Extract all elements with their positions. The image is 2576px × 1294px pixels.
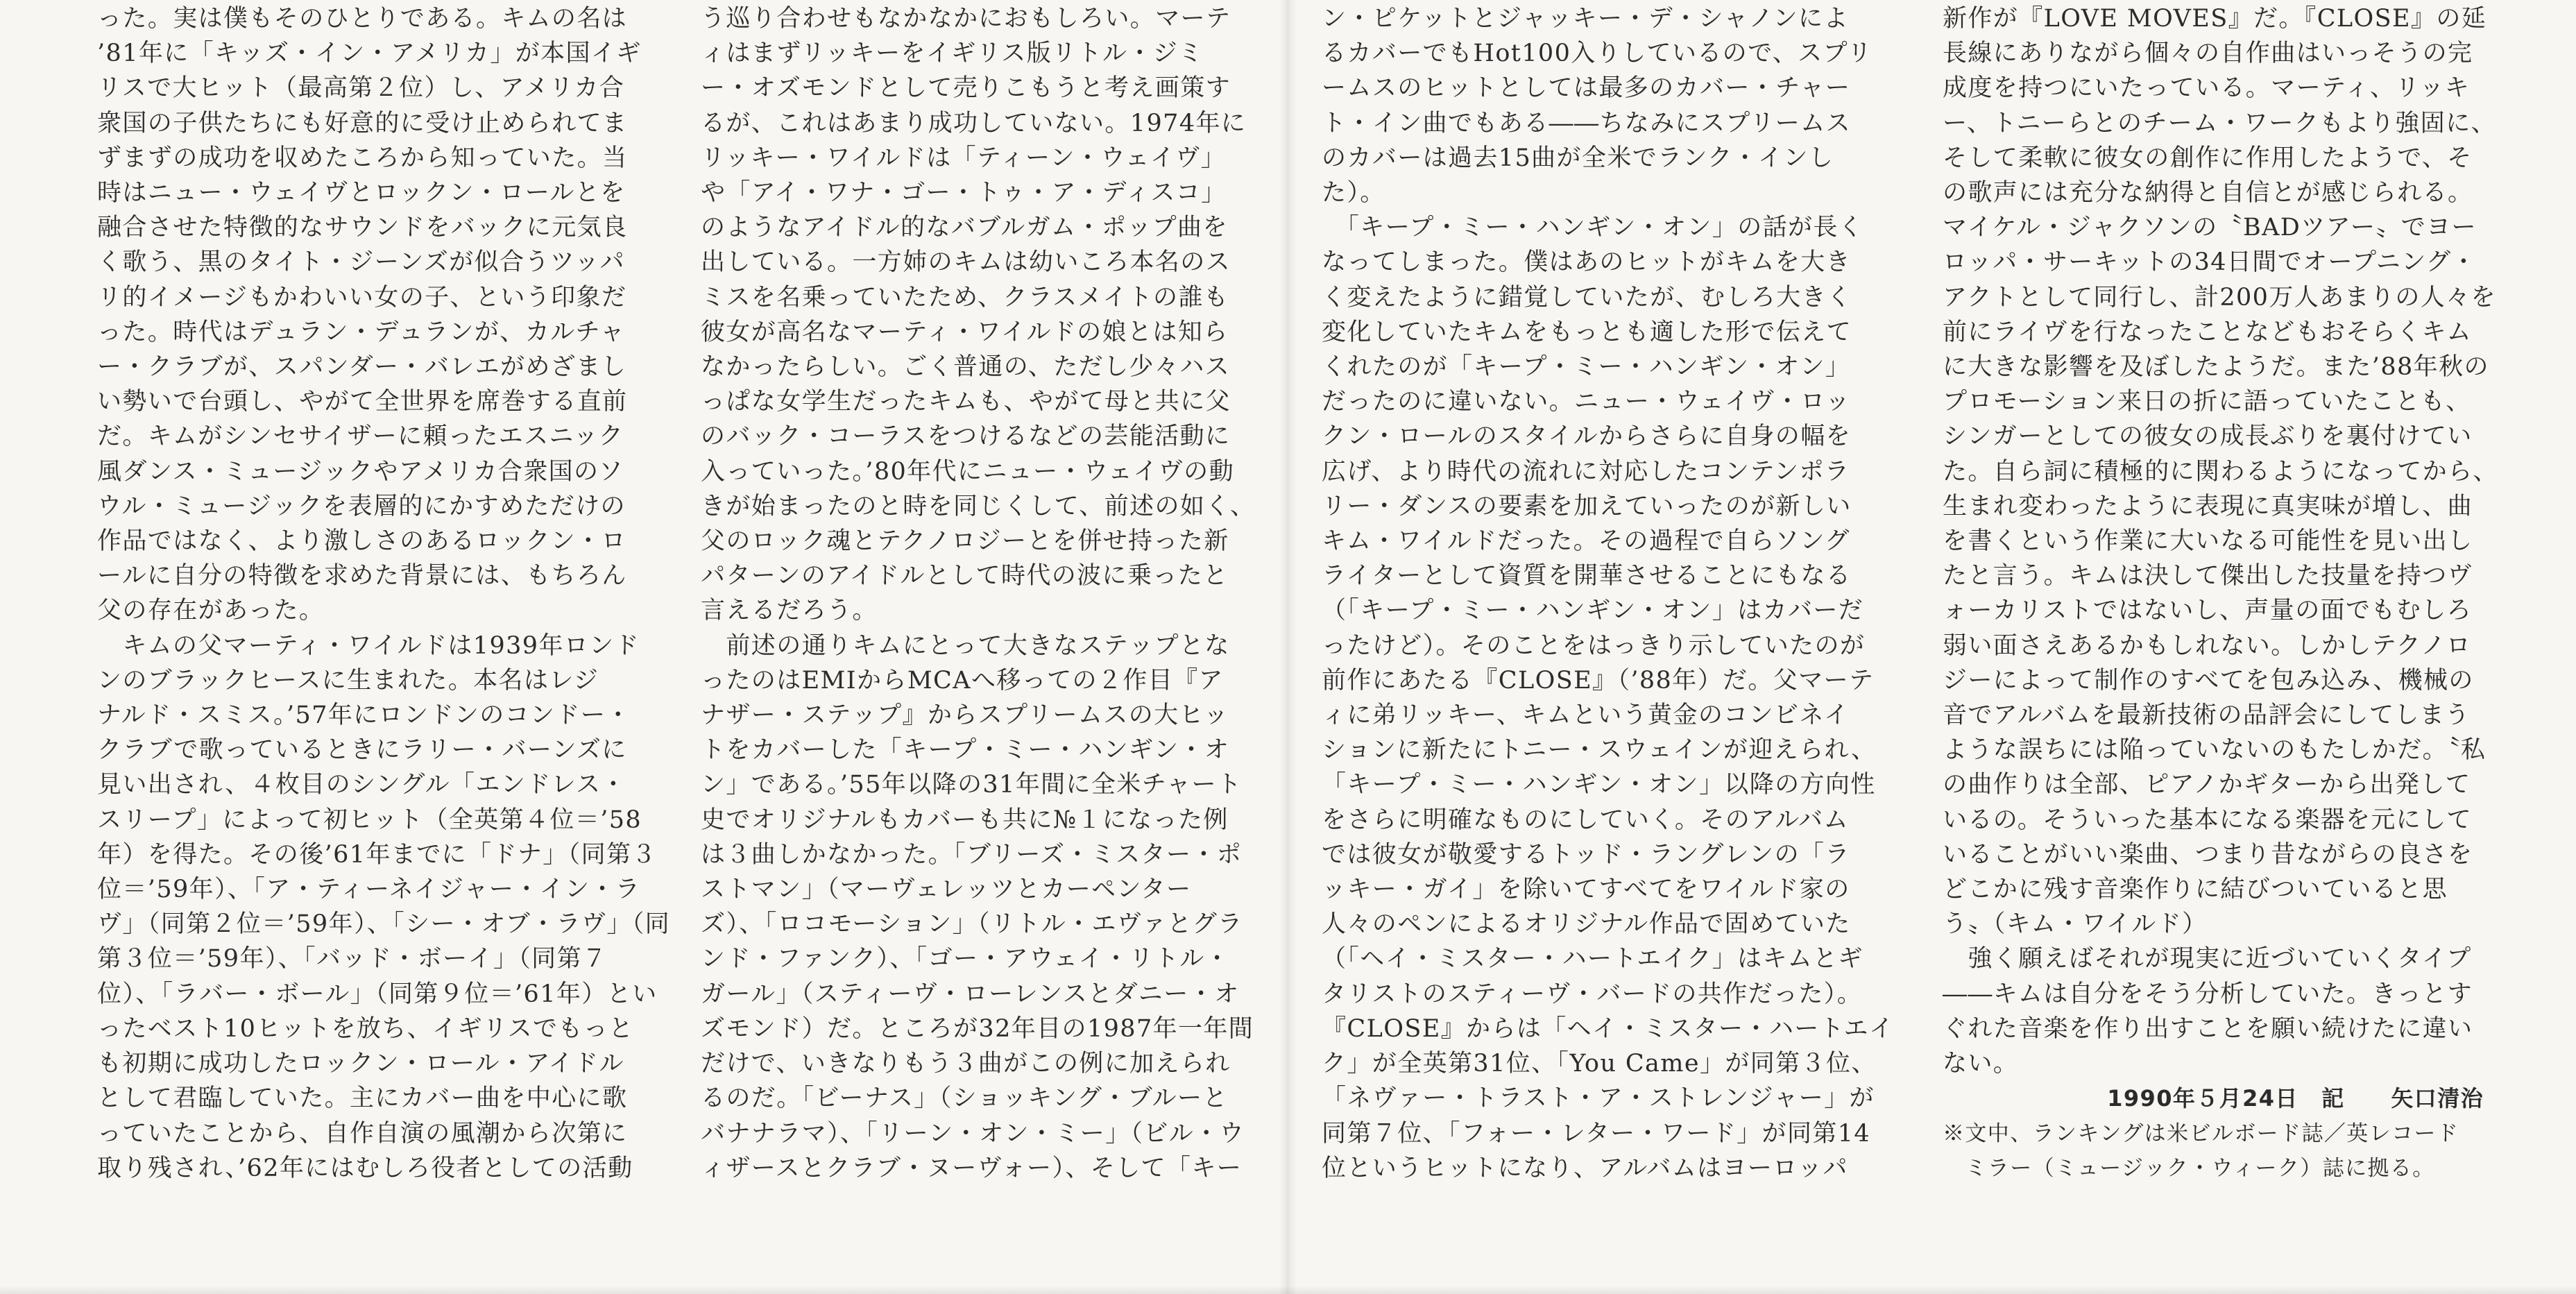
text-line: だったのに違いない。ニュー・ウェイヴ・ロッ: [1322, 388, 1851, 416]
text-line: 出している。一方姉のキムは幼いころ本名のス: [701, 248, 1231, 277]
text-line: 見い出され、４枚目のシングル「エンドレス・: [97, 771, 626, 799]
text-line: い勢いで台頭し、やがて全世界を席巻する直前: [97, 388, 628, 416]
page-bottom-edge: [0, 1286, 2576, 1294]
text-line: 父のロック魂とテクノロジーとを併せ持った新: [701, 527, 1229, 556]
text-line: 融合させた特徴的なサウンドをバックに元気良: [97, 214, 628, 242]
text-line: 新作が『LOVE MOVES』だ。『CLOSE』の延: [1943, 5, 2487, 33]
text-line: リッキー・ワイルドは「ティーン・ウェイヴ」: [701, 144, 1227, 172]
text-line: ォーカリストではないし、声量の面でもむしろ: [1943, 597, 2473, 625]
text-line: ン」である。’55年以降の31年間に全米チャート: [701, 771, 1243, 799]
page-gutter: [1279, 0, 1297, 1294]
text-line: 作品ではなく、より激しさのあるロックン・ロ: [97, 527, 627, 556]
text-line: ストマン」（マーヴェレッツとカーペンター: [701, 876, 1192, 904]
text-line: 第３位＝’59年）、「バッド・ボーイ」（同第７: [97, 945, 608, 973]
text-line: 同第７位、「フォー・レター・ワード」が同第14: [1322, 1119, 1871, 1148]
text-line: 位というヒットになり、アルバムはヨーロッパ: [1322, 1154, 1848, 1182]
text-line: 『CLOSE』からは「ヘイ・ミスター・ハートエイ: [1322, 1014, 1895, 1043]
text-line: くれたのが「キープ・ミー・ハンギン・オン」: [1322, 353, 1851, 382]
text-line: ガール」（スティーヴ・ローレンスとダニー・オ: [701, 980, 1240, 1008]
text-line: 長線にありながら個々の自作曲はいっそうの完: [1943, 40, 2473, 68]
text-line: ナルド・スミス。’57年にロンドンのコンドー・: [97, 701, 631, 730]
footnote-line: ミラー（ミュージック・ウィーク）誌に拠る。: [1943, 1155, 2435, 1181]
text-line: トをカバーした「キープ・ミー・ハンギン・オ: [701, 736, 1230, 765]
text-line: っていたことから、自作自演の風潮から次第に: [97, 1119, 628, 1148]
text-line: ズモンド）だ。ところが32年目の1987年一年間: [701, 1014, 1254, 1043]
text-line: 位）、「ラバー・ボール」（同第９位＝’61年）とい: [97, 980, 658, 1008]
text-line: や「アイ・ワナ・ゴー・トゥ・ア・ディスコ」: [701, 179, 1227, 207]
text-line: いることがいい楽曲、つまり昔ながらの良さを: [1943, 840, 2473, 869]
text-line: シンガーとしての彼女の成長ぶりを裏付けてい: [1943, 423, 2473, 451]
text-line: 彼女が高名なマーティ・ワイルドの娘とは知ら: [701, 318, 1229, 346]
text-line: ヴ」（同第２位＝’59年）、「シー・オブ・ラヴ」（同: [97, 910, 671, 939]
text-line: ク」が全英第31位、「You Came」が同第３位、: [1322, 1050, 1877, 1078]
text-line: のようなアイドル的なバブルガム・ポップ曲を: [701, 214, 1228, 242]
text-line: リー・ダンスの要素を加えていったのが新しい: [1322, 492, 1852, 520]
text-line: クラブで歌っているときにラリー・バーンズに: [97, 736, 627, 765]
text-line: 成度を持つにいたっている。マーティ、リッキ: [1943, 74, 2471, 103]
text-line: 衆国の子供たちにも好意的に受け止められてま: [97, 109, 628, 137]
text-line: 前作にあたる『CLOSE』（’88年）だ。父マーテ: [1322, 666, 1875, 695]
text-line: るが、これはあまり成功していない。1974年に: [701, 109, 1247, 137]
text-line: キム・ワイルドだった。その過程で自らソング: [1322, 527, 1850, 556]
text-line: ンのブラックヒースに生まれた。本名はレジ: [97, 666, 599, 695]
text-line: ィに弟リッキー、キムという黄金のコンビネイ: [1322, 701, 1850, 730]
text-line: プロモーション来日の折に語っていたことも、: [1943, 388, 2471, 416]
text-line: の歌声には充分な納得と自信とが感じられる。: [1943, 179, 2473, 207]
text-column-4: [1943, 1, 2498, 1186]
text-line: 年）を得た。その後’61年までに「ドナ」（同第３: [97, 840, 657, 869]
text-line: 史でオリジナルもカバーも共に№１になった例: [701, 806, 1229, 834]
text-line: 「ネヴァー・トラスト・ア・ストレンジャー」が: [1322, 1084, 1875, 1113]
text-line: 風ダンス・ミュージックやアメリカ合衆国のソ: [97, 457, 624, 486]
text-line: リ的イメージもかわいい女の子、という印象だ: [97, 283, 627, 312]
text-line: の曲作りは全部、ピアノかギターから出発して: [1943, 771, 2471, 799]
text-line: 前述の通りキムにとって大きなステップとな: [701, 631, 1230, 660]
text-line: そして柔軟に彼女の創作に作用したようで、そ: [1943, 144, 2473, 172]
text-line: ィザースとクラブ・ヌーヴォー）、そして「キー: [701, 1154, 1243, 1182]
text-line: ような誤ちには陥っていないのもたしかだ。〝私: [1943, 736, 2487, 765]
text-line: ー・オズモンドとして売りこもうと考え画策す: [701, 74, 1231, 103]
text-line: では彼女が敬愛するトッド・ラングレンの「ラ: [1322, 840, 1850, 869]
footnote-line: ※文中、ランキングは米ビルボード誌／英レコード: [1943, 1121, 2459, 1146]
text-line: たと言う。キムは決して傑出した技量を持つヴ: [1943, 562, 2473, 590]
text-line: 前にライヴを行なったことなどもおそらくキム: [1943, 318, 2473, 346]
text-column-2: [701, 1, 1259, 1186]
text-line: 生まれ変わったように表現に真実味が増し、曲: [1943, 492, 2473, 520]
text-line: ィはまずリッキーをイギリス版リトル・ジミ: [701, 40, 1204, 68]
text-line: アクトとして同行し、計200万人あまりの人々を: [1943, 283, 2496, 312]
text-line: バナナラマ）、「リーン・オン・ミー」（ビル・ウ: [701, 1119, 1245, 1148]
text-line: だけで、いきなりもう３曲がこの例に加えられ: [701, 1050, 1231, 1078]
text-line: いるの。そういった基本になる楽器を元にして: [1943, 806, 2473, 834]
text-line: （「ヘイ・ミスター・ハートエイク」はキムとギ: [1322, 945, 1863, 973]
text-line: く変えたように錯覚していたが、むしろ大きく: [1322, 283, 1852, 312]
text-line: 人々のペンによるオリジナル作品で固めていた: [1322, 910, 1851, 939]
text-line: 入っていった。’80年代にニュー・ウェイヴの動: [701, 457, 1234, 486]
text-line: ったベスト10ヒットを放ち、イギリスでもっと: [97, 1014, 634, 1043]
text-line: う〟（キム・ワイルド）: [1943, 910, 2208, 939]
text-line: ールに自分の特徴を求めた背景には、もちろん: [97, 562, 627, 590]
text-line: クン・ロールのスタイルからさらに自身の幅を: [1322, 423, 1852, 451]
text-line: 変化していたキムをもっとも適した形で伝えて: [1322, 318, 1852, 346]
text-line: ナザー・ステップ』からスプリームスの大ヒッ: [701, 701, 1229, 730]
text-line: に大きな影響を及ぼしたようだ。また’88年秋の: [1943, 353, 2489, 382]
text-line: 父の存在があった。: [97, 597, 325, 625]
text-line: ぐれた音楽を作り出すことを願い続けたに違い: [1943, 1014, 2473, 1043]
text-line: ッキー・ガイ」を除いてすべてをワイルド家の: [1322, 876, 1850, 904]
text-line: きが始まったのと時を同じくして、前述の如く、: [701, 492, 1256, 520]
text-line: ロッパ・サーキットの34日間でオープニング・: [1943, 248, 2477, 277]
text-line: ったのはEMIからMCAへ移っての２作目『ア: [701, 666, 1224, 695]
text-line: ー・クラブが、スパンダー・バレエがめざまし: [97, 353, 627, 382]
text-line: ライターとして資質を開華させることにもなる: [1322, 562, 1852, 590]
text-line: ジーによって制作のすべてを包み込み、機械の: [1943, 666, 2474, 695]
text-line: マイケル・ジャクソンの〝BADツアー〟でヨー: [1943, 214, 2477, 242]
text-line: は３曲しかなかった。「ブリーズ・ミスター・ポ: [701, 840, 1243, 869]
text-line: く歌う、黒のタイト・ジーンズが似合うツッパ: [97, 248, 625, 277]
text-line: う巡り合わせもなかなかにおもしろい。マーテ: [701, 5, 1231, 33]
text-line: 時はニュー・ウェイヴとロックン・ロールとを: [97, 179, 626, 207]
text-line: のカバーは過去15曲が全米でランク・インし: [1322, 144, 1834, 172]
text-line: ない。: [1943, 1050, 2019, 1078]
text-line: スリープ」によって初ヒット（全英第４位＝’58: [97, 806, 642, 834]
text-line: るのだ。「ビーナス」（ショッキング・ブルーと: [701, 1084, 1228, 1113]
text-line: った。時代はデュラン・デュランが、カルチャ: [97, 318, 626, 346]
text-line: た）。: [1322, 179, 1385, 207]
text-line: ’81年に「キッズ・イン・アメリカ」が本国イギ: [97, 40, 642, 68]
text-line: 位＝’59年）、「ア・ティーネイジャー・イン・ラ: [97, 876, 641, 904]
text-line: リスで大ヒット（最高第２位）し、アメリカ合: [97, 74, 625, 103]
text-line: ったけど）。そのことをはっきり示していたのが: [1322, 631, 1866, 660]
text-line: ミスを名乗っていたため、クラスメイトの誰も: [701, 283, 1229, 312]
text-line: を書くという作業に大いなる可能性を見い出し: [1943, 527, 2473, 556]
text-line: ――キムは自分をそう分析していた。きっとす: [1943, 980, 2473, 1008]
text-line: ームスのヒットとしては最多のカバー・チャー: [1322, 74, 1851, 103]
text-column-1: [97, 1, 671, 1186]
text-line: 広げ、より時代の流れに対応したコンテンポラ: [1322, 457, 1850, 486]
text-line: っぱな女学生だったキムも、やがて母と共に父: [701, 388, 1231, 416]
text-line: ずまずの成功を収めたころから知っていた。当: [97, 144, 628, 172]
text-line: 音でアルバムを最新技術の品評会にしてしまう: [1943, 701, 2471, 730]
text-line: 取り残され、’62年にはむしろ役者としての活動: [97, 1154, 633, 1182]
text-line: をさらに明確なものにしていく。そのアルバム: [1322, 806, 1849, 834]
text-line: ションに新たにトニー・スウェインが迎えられ、: [1322, 736, 1877, 765]
text-line: パターンのアイドルとして時代の波に乗ったと: [701, 562, 1229, 590]
author-signature: 1990年５月24日 記 矢口清治: [2107, 1085, 2484, 1112]
text-line: 「キープ・ミー・ハンギン・オン」以降の方向性: [1322, 771, 1876, 799]
text-line: ー、トニーらとのチーム・ワークもより強固に、: [1943, 109, 2497, 137]
text-line: ンド・ファンク）、「ゴー・アウェイ・リトル・: [701, 945, 1231, 973]
text-line: 弱い面さえあるかもしれない。しかしテクノロ: [1943, 631, 2472, 660]
text-line: 言えるだろう。: [701, 597, 878, 625]
text-line: ト・イン曲でもある――ちなみにスプリームス: [1322, 109, 1852, 137]
text-line: どこかに残す音楽作りに結びついていると思: [1943, 876, 2448, 904]
text-line: だ。キムがシンセサイザーに頼ったエスニック: [97, 423, 624, 451]
text-line: も初期に成功したロックン・ロール・アイドル: [97, 1050, 624, 1078]
text-line: ウル・ミュージックを表層的にかすめただけの: [97, 492, 626, 520]
text-line: るカバーでもHot100入りしているので、スプリ: [1322, 40, 1873, 68]
text-line: ン・ピケットとジャッキー・デ・シャノンによ: [1322, 5, 1849, 33]
text-line: ズ）、「ロコモーション」（リトル・エヴァとグラ: [701, 910, 1243, 939]
text-line: なかったらしい。ごく普通の、ただし少々ハス: [701, 353, 1231, 382]
text-line: 「キープ・ミー・ハンギン・オン」の話が長く: [1322, 214, 1864, 242]
text-line: のバック・コーラスをつけるなどの芸能活動に: [701, 423, 1231, 451]
text-line: 強く願えばそれが現実に近づいていくタイプ: [1943, 945, 2472, 973]
text-line: た。自ら詞に積極的に関わるようになってから、: [1943, 457, 2498, 486]
text-line: った。実は僕もそのひとりである。キムの名は: [97, 5, 628, 33]
text-line: キムの父マーティ・ワイルドは1939年ロンド: [97, 631, 640, 660]
text-line: タリストのスティーヴ・バードの共作だった）。: [1322, 980, 1863, 1008]
text-line: なってしまった。僕はあのヒットがキムを大き: [1322, 248, 1852, 277]
text-line: （「キープ・ミー・ハンギン・オン」はカバーだ: [1322, 597, 1864, 625]
text-line: として君臨していた。主にカバー曲を中心に歌: [97, 1084, 628, 1113]
text-column-3: [1322, 1, 1895, 1186]
